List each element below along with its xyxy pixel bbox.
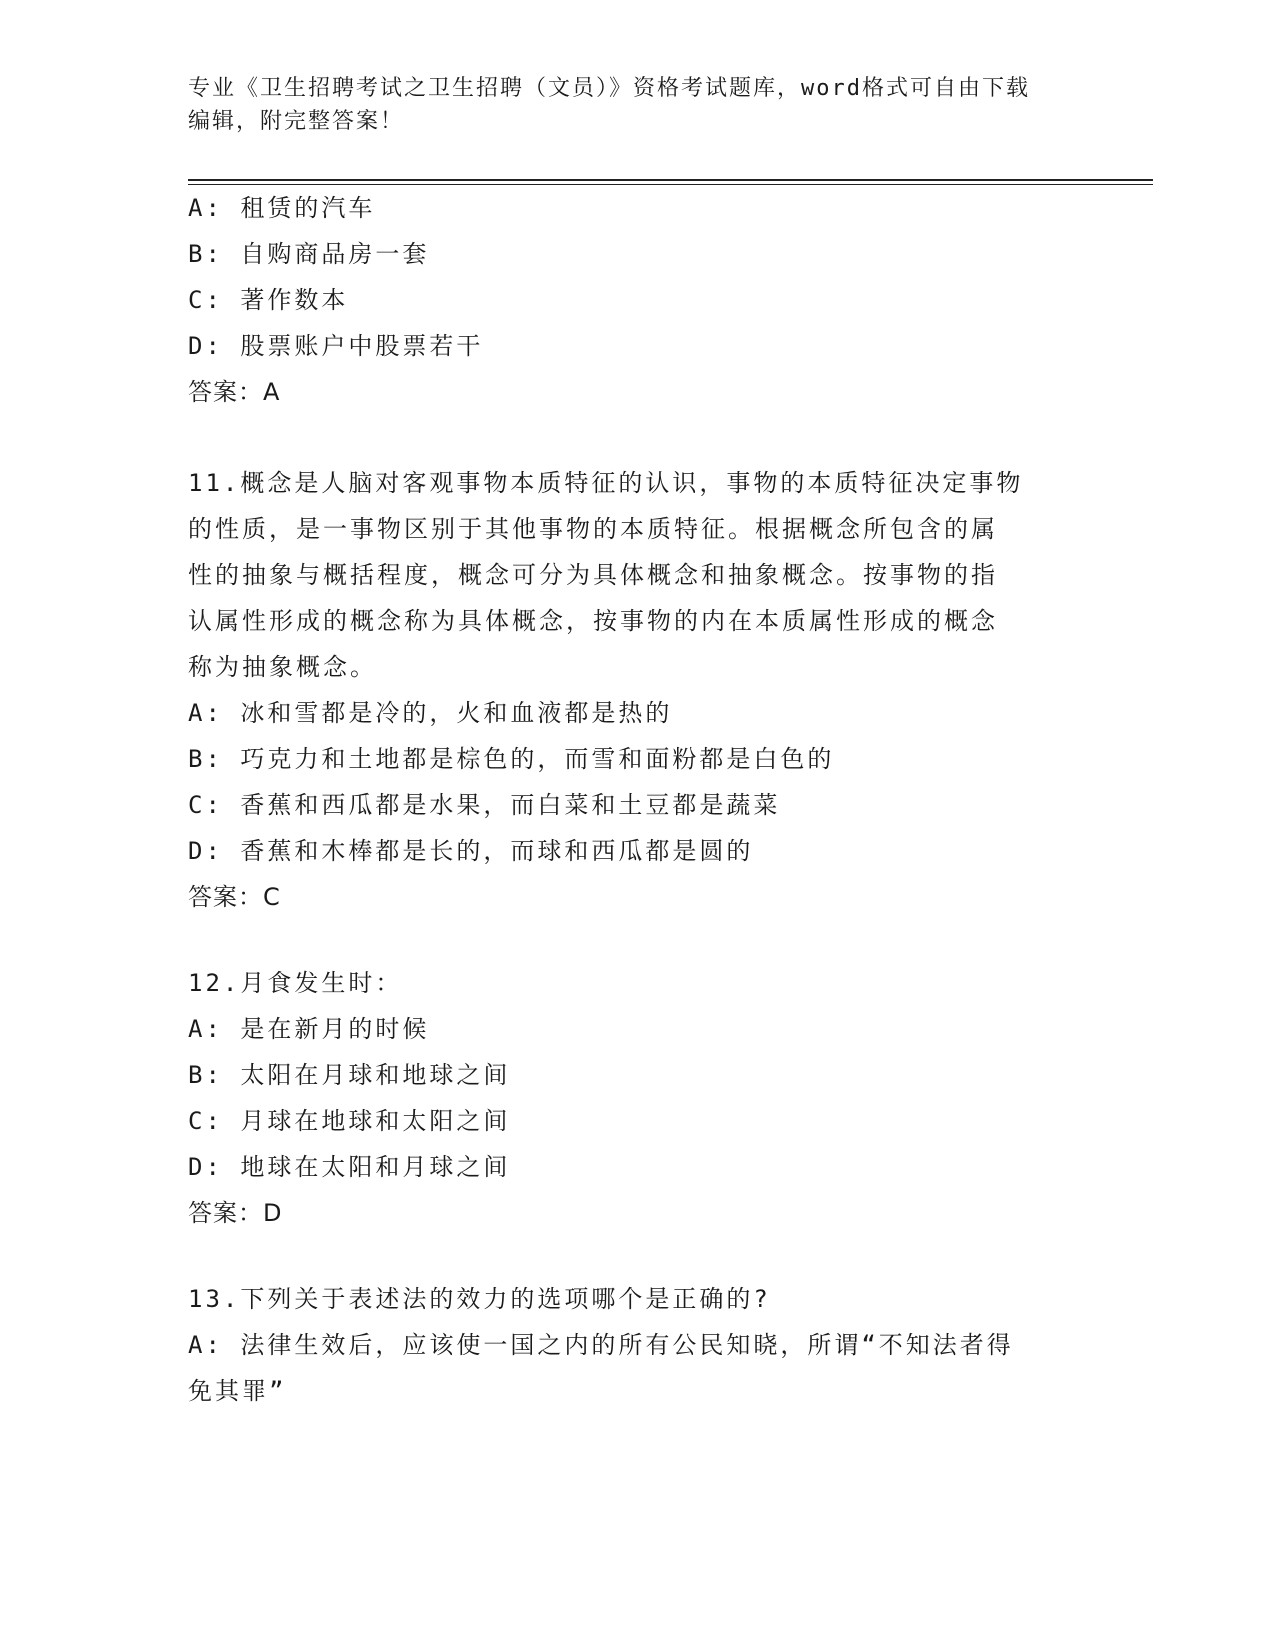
question-stem: 12.月食发生时： [188,969,403,997]
option-a: A: 租赁的汽车 [188,194,376,222]
question-stem-line: 11.概念是人脑对客观事物本质特征的认识，事物的本质特征决定事物 [188,469,1024,497]
header-divider-top [188,179,1153,181]
question-stem-line: 性的抽象与概括程度，概念可分为具体概念和抽象概念。按事物的指 [188,561,998,589]
option-a: A: 是在新月的时候 [188,1015,430,1043]
option-b: B: 自购商品房一套 [188,240,430,268]
option-d: D: 地球在太阳和月球之间 [188,1153,511,1181]
question-stem-line: 称为抽象概念。 [188,653,377,681]
option-d: D: 香蕉和木棒都是长的，而球和西瓜都是圆的 [188,837,754,865]
question-stem-line: 认属性形成的概念称为具体概念，按事物的内在本质属性形成的概念 [188,607,998,635]
answer-line: 答案：D [188,1199,283,1227]
answer-line: 答案：A [188,378,281,406]
header-line-2: 编辑，附完整答案！ [188,109,405,134]
header-line-1: 专业《卫生招聘考试之卫生招聘（文员）》资格考试题库，word格式可自由下载 [188,76,1030,101]
option-c: C: 香蕉和西瓜都是水果，而白菜和土豆都是蔬菜 [188,791,781,819]
question-10 [188,185,1078,415]
document-header [188,72,1088,138]
option-b: B: 巧克力和土地都是棕色的，而雪和面粉都是白色的 [188,745,835,773]
option-c: C: 著作数本 [188,286,349,314]
question-13 [188,1276,1078,1414]
question-11 [188,460,1078,920]
question-stem-line: 的性质，是一事物区别于其他事物的本质特征。根据概念所包含的属 [188,515,998,543]
answer-line: 答案：C [188,883,281,911]
option-a-line: 免其罪” [188,1377,287,1405]
option-d: D: 股票账户中股票若干 [188,332,484,360]
option-a: A: 冰和雪都是冷的，火和血液都是热的 [188,699,673,727]
question-12 [188,960,1078,1236]
option-c: C: 月球在地球和太阳之间 [188,1107,511,1135]
option-a-line: A: 法律生效后，应该使一国之内的所有公民知晓，所谓“不知法者得 [188,1331,1014,1359]
question-stem: 13.下列关于表述法的效力的选项哪个是正确的? [188,1285,771,1313]
option-b: B: 太阳在月球和地球之间 [188,1061,511,1089]
